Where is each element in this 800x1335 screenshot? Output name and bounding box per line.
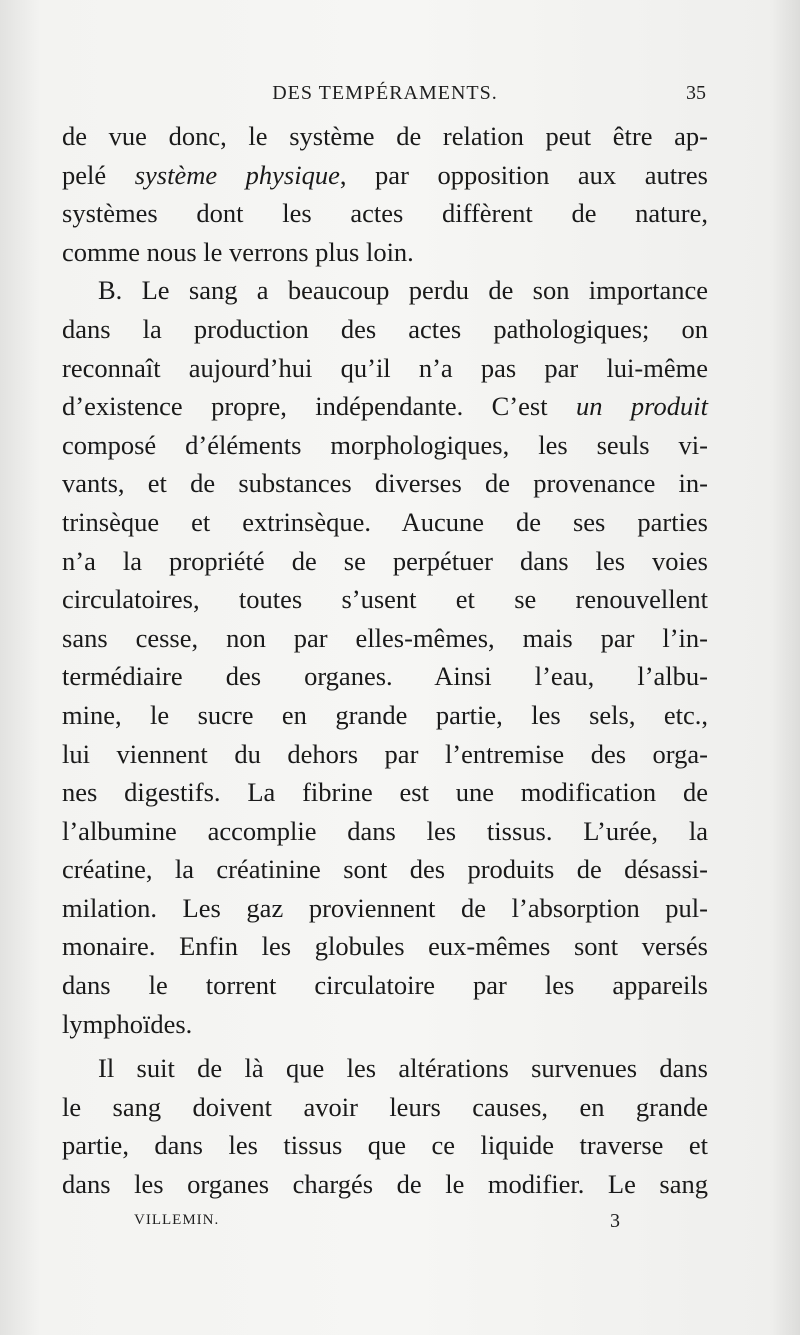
page-footer <box>62 1210 708 1240</box>
text-line <box>62 1126 708 1165</box>
text-segment: le sang doivent avoir leurs causes, en grande <box>62 1091 708 1122</box>
text-segment: n’a la propriété de se perpétuer dans les voies <box>62 545 708 576</box>
text-segment: comme nous le verrons plus loin. <box>62 236 414 267</box>
text-line <box>62 503 708 542</box>
text-segment: circulatoires, toutes s’usent et se renouvellent <box>62 584 708 615</box>
text-line <box>62 850 708 889</box>
text-line <box>62 387 708 426</box>
text-segment: lymphoïdes. <box>62 1008 193 1039</box>
text-segment: sans cesse, non par elles-mêmes, mais par l’in- <box>62 622 708 653</box>
running-head <box>62 80 708 112</box>
text-line <box>62 233 708 272</box>
text-segment: monaire. Enfin les globules eux-mêmes sont versés <box>62 931 708 962</box>
text-segment: vants, et de substances diverses de provenance in- <box>62 468 708 499</box>
text-line <box>62 156 708 195</box>
text-line <box>62 426 708 465</box>
text-line <box>62 696 708 735</box>
text-segment: nes digestifs. La fibrine est une modification de <box>62 777 708 808</box>
text-segment: lui viennent du dehors par l’entremise des orga- <box>62 738 708 769</box>
page-number: 35 <box>686 82 706 104</box>
text-line <box>62 1088 708 1127</box>
text-line <box>62 542 708 581</box>
text-segment: , par opposition aux autres <box>339 159 708 190</box>
italic-segment: système physique <box>134 159 340 190</box>
text-segment: créatine, la créatinine sont des produits de désassi- <box>62 854 708 885</box>
text-line <box>62 117 708 156</box>
text-segment: milation. Les gaz proviennent de l’absorption pul- <box>62 892 708 923</box>
signature-mark: VILLEMIN. <box>134 1212 220 1228</box>
text-line <box>62 464 708 503</box>
text-segment: trinsèque et extrinsèque. Aucune de ses parties <box>62 506 708 537</box>
text-segment: Il suit de là que les altérations survenues dans <box>98 1053 708 1084</box>
text-segment: partie, dans les tissus que ce liquide traverse et <box>62 1130 708 1161</box>
text-line <box>62 1049 708 1088</box>
text-segment: dans la production des actes pathologiques; on <box>62 313 708 344</box>
text-line <box>62 349 708 388</box>
text-line <box>62 812 708 851</box>
text-segment: systèmes dont les actes diffèrent de nature, <box>62 198 708 229</box>
text-line <box>62 580 708 619</box>
text-line <box>62 889 708 928</box>
text-line <box>62 619 708 658</box>
text-line <box>62 927 708 966</box>
text-segment: de vue donc, le système de relation peut être ap- <box>62 121 708 151</box>
text-line <box>62 657 708 696</box>
text-line <box>62 310 708 349</box>
signature-number: 3 <box>610 1210 620 1232</box>
text-segment: composé d’éléments morphologiques, les seuls vi- <box>62 429 708 460</box>
text-segment: reconnaît aujourd’hui qu’il n’a pas par lui-même <box>62 352 708 383</box>
text-segment: dans les organes chargés de le modifier. Le sang <box>62 1169 708 1200</box>
text-segment: termédiaire des organes. Ainsi l’eau, l’albu- <box>62 661 708 692</box>
text-line <box>62 194 708 233</box>
text-segment: l’albumine accomplie dans les tissus. L’urée, la <box>62 815 708 846</box>
text-line <box>62 271 708 310</box>
text-segment: mine, le sucre en grande partie, les sels, etc., <box>62 699 708 730</box>
text-segment: pelé <box>62 159 135 190</box>
text-line <box>62 966 708 1005</box>
text-segment: B. Le sang a beaucoup perdu de son importance <box>98 275 708 306</box>
running-head-title: DES TEMPÉRAMENTS. <box>272 82 498 104</box>
text-line <box>62 1165 708 1204</box>
italic-segment: un produit <box>576 391 708 422</box>
text-line <box>62 773 708 812</box>
text-segment: d’existence propre, indépendante. C’est <box>62 391 576 422</box>
text-line <box>62 735 708 774</box>
body-text <box>62 117 708 1204</box>
text-line <box>62 1005 708 1044</box>
text-segment: dans le torrent circulatoire par les appareils <box>62 970 708 1001</box>
